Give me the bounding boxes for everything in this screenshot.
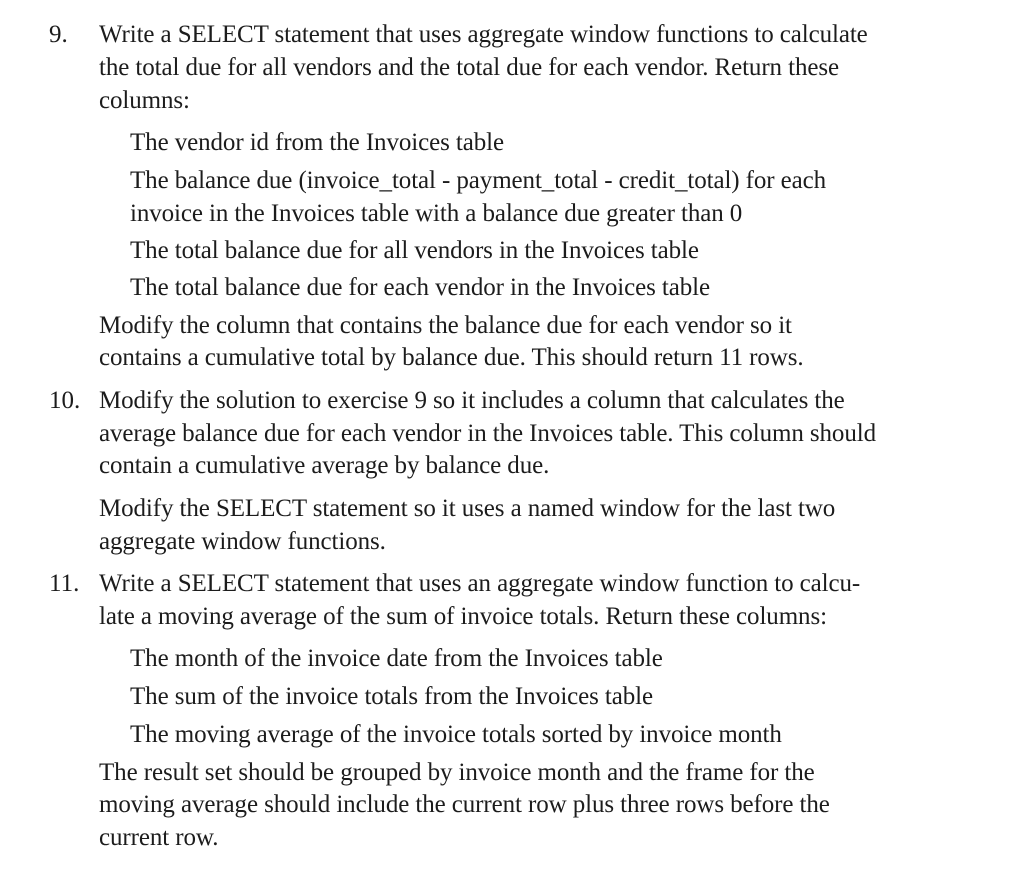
exercise-text-line: aggregate window functions. [99, 528, 386, 555]
column-item: The total balance due for each vendor in the Invoices table [130, 274, 710, 301]
exercise-text-line: the total due for all vendors and the total due for each vendor. Return these [99, 54, 839, 81]
exercise-text-line: Modify the solution to exercise 9 so it includes a column that calculates the [99, 387, 845, 414]
column-item-continued: invoice in the Invoices table with a balance due greater than 0 [130, 200, 743, 227]
exercise-text-line: contain a cumulative average by balance due. [99, 452, 550, 479]
exercise-text-line: Modify the SELECT statement so it uses a named window for the last two [99, 495, 836, 522]
column-item: The balance due (invoice_total - payment_total - credit_total) for each [130, 167, 827, 194]
exercise-text-line: contains a cumulative total by balance due. This should return 11 rows. [99, 344, 804, 371]
exercise-number: 10. [49, 387, 81, 414]
exercise-text-line: Modify the column that contains the balance due for each vendor so it [99, 312, 792, 339]
exercise-text-line: average balance due for each vendor in the Invoices table. This column should [99, 420, 876, 447]
exercise-text-line: columns: [99, 87, 190, 114]
exercise-text-line: The result set should be grouped by invoice month and the frame for the [99, 759, 815, 786]
column-item: The total balance due for all vendors in the Invoices table [130, 237, 699, 264]
exercise-number: 9. [49, 21, 68, 48]
column-item: The moving average of the invoice totals sorted by invoice month [130, 721, 782, 748]
column-item: The sum of the invoice totals from the Invoices table [130, 683, 654, 710]
exercise-text-line: Write a SELECT statement that uses aggregate window functions to calculate [99, 21, 868, 48]
exercise-text-line: current row. [99, 824, 219, 851]
exercise-text-line: late a moving average of the sum of invoice totals. Return these columns: [99, 603, 827, 630]
column-item: The vendor id from the Invoices table [130, 129, 504, 156]
exercise-text-line: moving average should include the current row plus three rows before the [99, 791, 830, 818]
exercise-number: 11. [49, 570, 80, 597]
exercise-text-line: Write a SELECT statement that uses an aggregate window function to calcu- [99, 570, 861, 597]
column-item: The month of the invoice date from the Invoices table [130, 645, 663, 672]
